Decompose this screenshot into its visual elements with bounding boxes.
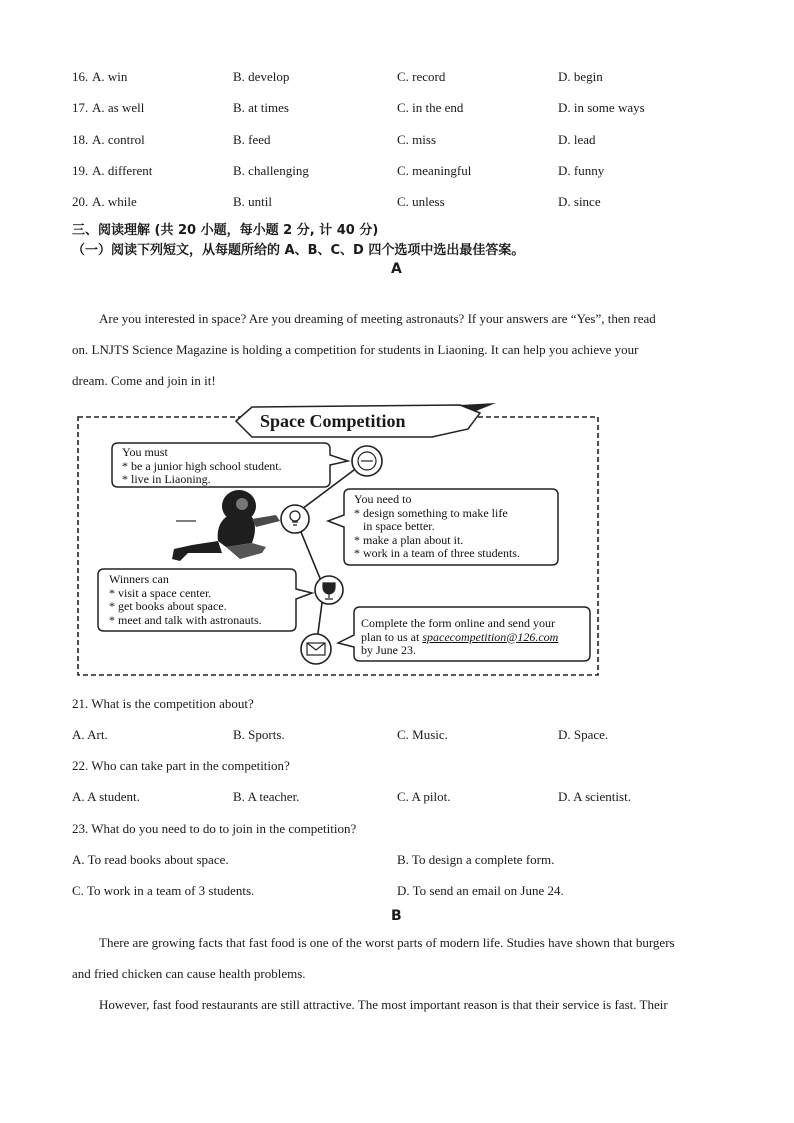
option-d: D. funny xyxy=(558,163,605,178)
question-number: 17. xyxy=(72,100,89,115)
option-d: D. lead xyxy=(558,132,596,147)
passage-letter-b: B xyxy=(391,908,402,924)
option-c: C. A pilot. xyxy=(397,789,451,804)
passage-letter-a: A xyxy=(391,261,402,277)
envelope-icon xyxy=(301,634,331,664)
need-text xyxy=(354,493,520,561)
section-subheading: （一）阅读下列短文，从每题所给的 A、B、C、D 四个选项中选出最佳答案。 xyxy=(72,243,525,258)
question-number: 19. xyxy=(72,163,89,178)
option-a: A. control xyxy=(92,132,145,147)
option-a: A. Art. xyxy=(72,727,108,742)
option-d: D. A scientist. xyxy=(558,789,631,804)
poster-title: Space Competition xyxy=(260,411,406,431)
question-number: 20. xyxy=(72,194,89,209)
option-d: D. Space. xyxy=(558,727,609,742)
section-heading: 三、阅读理解 (共 20 小题，每小题 2 分, 计 40 分) xyxy=(72,223,379,238)
form-line xyxy=(361,631,558,645)
question-stem: 22. Who can take part in the competition? xyxy=(72,758,290,773)
question-number: 18. xyxy=(72,132,89,147)
form-line: Complete the form online and send your xyxy=(361,616,555,630)
option-a: A. win xyxy=(92,69,128,84)
space-competition-poster xyxy=(76,403,602,679)
must-text xyxy=(122,446,282,487)
question-stem: 23. What do you need to do to join in the competition? xyxy=(72,821,357,836)
need-line: * make a plan about it. xyxy=(354,532,464,547)
option-c: C. unless xyxy=(397,194,445,209)
option-c: C. record xyxy=(397,69,446,84)
need-line: * design something to make life xyxy=(354,505,508,520)
option-c: C. meaningful xyxy=(397,163,472,178)
option-c: C. in the end xyxy=(397,100,464,115)
option-a: A. as well xyxy=(92,100,145,115)
option-b: B. develop xyxy=(233,69,290,84)
passage-line: However, fast food restaurants are still attractive. The most important reason is that their service is fast. Their xyxy=(99,997,668,1012)
passage-line: on. LNJTS Science Magazine is holding a competition for students in Liaoning. It can help you achieve your xyxy=(72,342,639,357)
option-a: A. To read books about space. xyxy=(72,852,229,867)
must-line: * be a junior high school student. xyxy=(122,458,282,473)
option-a: A. different xyxy=(92,163,153,178)
option-a: A. A student. xyxy=(72,789,140,804)
option-b: B. A teacher. xyxy=(233,789,300,804)
option-b: B. at times xyxy=(233,100,289,115)
option-b: B. challenging xyxy=(233,163,309,178)
option-c: C. miss xyxy=(397,132,437,147)
form-line: by June 23. xyxy=(361,643,416,657)
option-c: C. To work in a team of 3 students. xyxy=(72,883,255,898)
need-line: You need to xyxy=(354,492,412,506)
passage-line: dream. Come and join in it! xyxy=(72,373,216,388)
question-number: 16. xyxy=(72,69,89,84)
option-b: B. To design a complete form. xyxy=(397,852,555,867)
winners-text xyxy=(109,573,262,627)
option-d: D. begin xyxy=(558,69,603,84)
must-line: You must xyxy=(122,445,168,459)
form-text xyxy=(361,617,558,658)
passage-line: Are you interested in space? Are you dreaming of meeting astronauts? If your answers are “Yes”, then read xyxy=(99,311,656,326)
winners-line: * meet and talk with astronauts. xyxy=(109,612,262,627)
option-d: D. To send an email on June 24. xyxy=(397,883,564,898)
lightbulb-icon xyxy=(281,505,309,533)
astronaut-helmet-icon xyxy=(352,446,382,476)
trophy-icon xyxy=(315,576,343,604)
question-stem: 21. What is the competition about? xyxy=(72,696,254,711)
form-prefix: plan to us at xyxy=(361,629,423,644)
winners-line: Winners can xyxy=(109,572,169,586)
email-link[interactable]: spacecompetition@126.com xyxy=(422,629,559,644)
winners-line: * visit a space center. xyxy=(109,585,212,600)
option-d: D. in some ways xyxy=(558,100,645,115)
option-b: B. Sports. xyxy=(233,727,285,742)
option-b: B. until xyxy=(233,194,273,209)
must-line: * live in Liaoning. xyxy=(122,472,211,486)
winners-line: * get books about space. xyxy=(109,599,227,613)
passage-line: and fried chicken can cause health problems. xyxy=(72,966,306,981)
option-d: D. since xyxy=(558,194,601,209)
need-line: * work in a team of three students. xyxy=(354,546,520,560)
need-line: in space better. xyxy=(354,519,435,533)
option-b: B. feed xyxy=(233,132,271,147)
option-a: A. while xyxy=(92,194,137,209)
child-astronaut-image xyxy=(172,490,280,561)
option-c: C. Music. xyxy=(397,727,448,742)
passage-line: There are growing facts that fast food is one of the worst parts of modern life. Studies have shown that burgers xyxy=(99,935,675,950)
